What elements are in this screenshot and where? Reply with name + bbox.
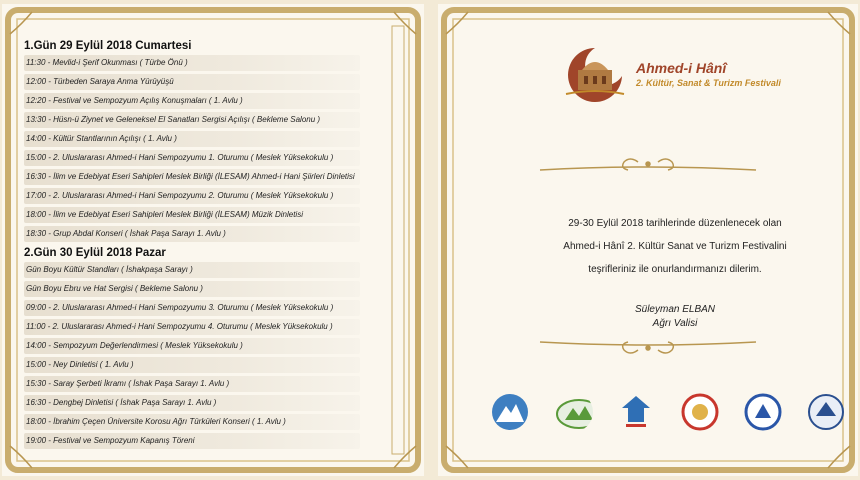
invitation-line: Ahmed-i Hânî 2. Kültür Sanat ve Turizm Festivalini [563, 241, 787, 252]
program-row: 18:00 - İbrahim Çeçen Üniversite Korosu Ağrı Türküleri Konseri ( 1. Avlu ) [24, 414, 360, 430]
invitation-text [520, 212, 830, 281]
program-row: 15:00 - Ney Dinletisi ( 1. Avlu ) [24, 357, 360, 373]
program-row: 15:00 - 2. Uluslararası Ahmed-i Hani Sempozyumu 1. Oturumu ( Meslek Yüksekokulu ) [24, 150, 360, 166]
program-row: Gün Boyu Ebru ve Hat Sergisi ( Bekleme Salonu ) [24, 281, 360, 297]
program-row: 19:00 - Festival ve Sempozyum Kapanış Töreni [24, 433, 360, 449]
district-governor-logo-icon [680, 392, 720, 432]
signer-name: Süleyman ELBAN [634, 304, 716, 315]
agri-governorship-logo-icon [806, 392, 846, 432]
university-logo-icon [616, 392, 656, 432]
program-row: 16:30 - İlim ve Edebiyat Eseri Sahipleri Meslek Birliği (İLESAM) Ahmed-i Hani Şiirleri Dinletisi [24, 169, 360, 185]
municipality-logo-icon [553, 392, 593, 432]
program-row: 15:30 - Saray Şerbeti İkramı ( İshak Paşa Sarayı 1. Avlu ) [24, 376, 360, 392]
program-row: 12:20 - Festival ve Sempozyum Açılış Konuşmaları ( 1. Avlu ) [24, 93, 360, 109]
divider-ornament-bottom [540, 342, 756, 353]
invitation-line: 29-30 Eylül 2018 tarihlerinde düzenlenecek olan [568, 218, 782, 229]
program-row: 11:30 - Mevlid-i Şerif Okunması ( Türbe Önü ) [24, 55, 360, 71]
day2-title: 2.Gün 30 Eylül 2018 Pazar [24, 247, 166, 259]
sponsor-logos [490, 392, 846, 432]
invitation-line: teşrifleriniz ile onurlandırmanızı dilerim. [588, 264, 762, 275]
program-row: 09:00 - 2. Uluslararası Ahmed-i Hani Sempozyumu 3. Oturumu ( Meslek Yüksekokulu ) [24, 300, 360, 316]
festival-logo-icon [560, 44, 630, 102]
signature-block [520, 303, 830, 331]
mountain-logo-icon [490, 392, 530, 432]
program-row: 16:30 - Dengbej Dinletisi ( İshak Paşa Sarayı 1. Avlu ) [24, 395, 360, 411]
day1-title: 1.Gün 29 Eylül 2018 Cumartesi [24, 40, 192, 52]
program-row: 11:00 - 2. Uluslararası Ahmed-i Hani Sempozyumu 4. Oturumu ( Meslek Yüksekokulu ) [24, 319, 360, 335]
tourism-directorate-logo-icon [743, 392, 783, 432]
program-row: 18:00 - İlim ve Edebiyat Eseri Sahipleri Meslek Birliği (İLESAM) Müzik Dinletisi [24, 207, 360, 223]
program-row: 14:00 - Sempozyum Değerlendirmesi ( Meslek Yüksekokulu ) [24, 338, 360, 354]
signer-title: Ağrı Valisi [652, 318, 698, 329]
program-list [24, 38, 360, 452]
program-row: 17:00 - 2. Uluslararası Ahmed-i Hani Sempozyumu 2. Oturumu ( Meslek Yüksekokulu ) [24, 188, 360, 204]
program-row: 12:00 - Türbeden Saraya Anma Yürüyüşü [24, 74, 360, 90]
program-row: 18:30 - Grup Abdal Konseri ( İshak Paşa Sarayı 1. Avlu ) [24, 226, 360, 242]
festival-subtitle: 2. Kültür, Sanat & Turizm Festivali [636, 78, 781, 88]
program-row: Gün Boyu Kültür Standları ( İshakpaşa Sarayı ) [24, 262, 360, 278]
festival-title: Ahmed-i Hânî [636, 60, 727, 76]
program-row: 14:00 - Kültür Stantlarının Açılışı ( 1. Avlu ) [24, 131, 360, 147]
program-row: 13:30 - Hüsn-ü Ziynet ve Geleneksel El Sanatları Sergisi Açılışı ( Bekleme Salonu ) [24, 112, 360, 128]
divider-ornament-top [540, 159, 756, 170]
